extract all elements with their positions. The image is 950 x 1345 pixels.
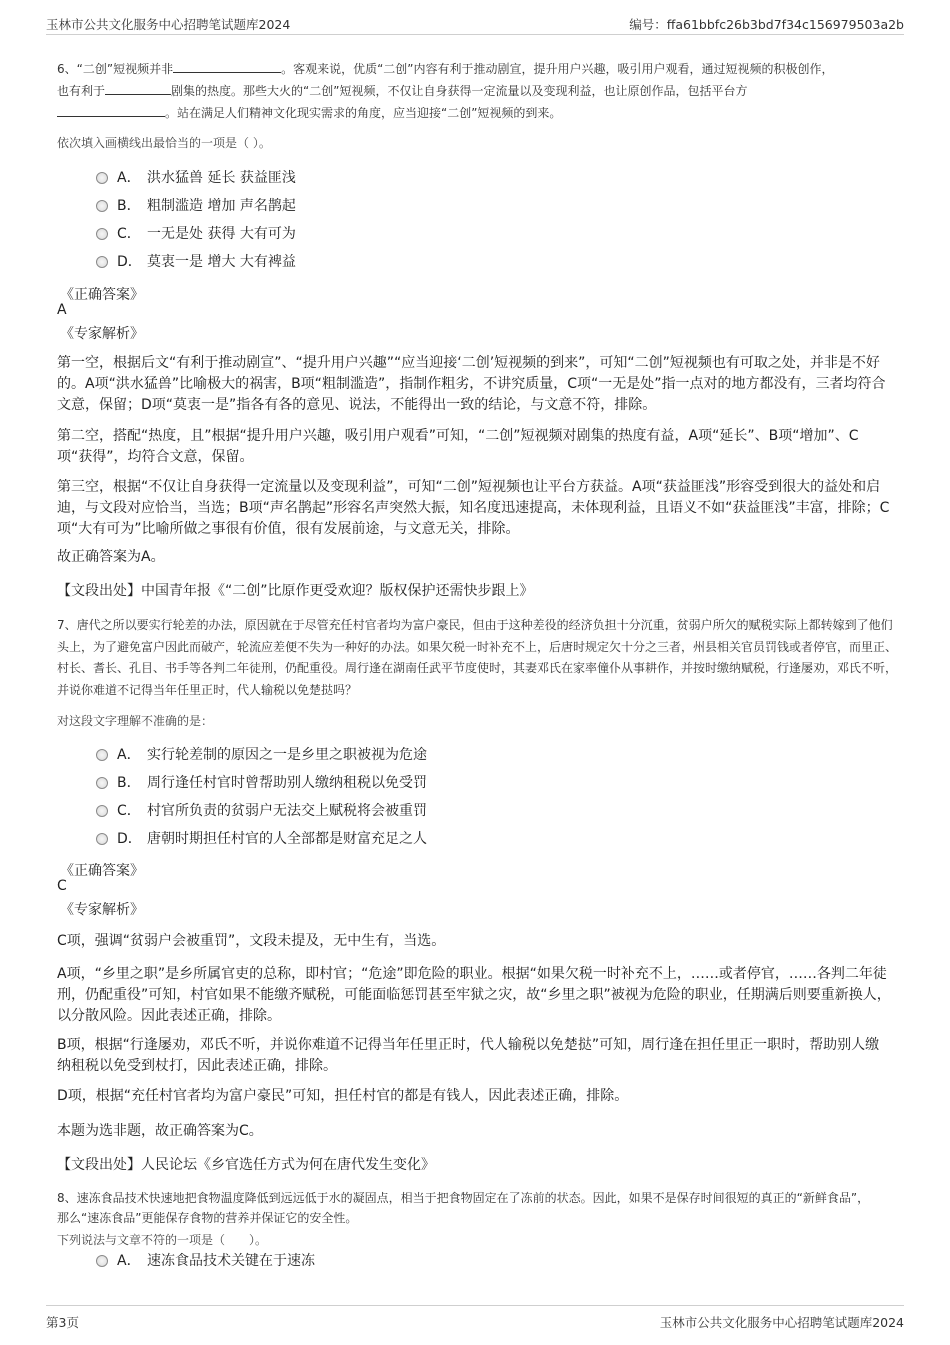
analysis-paragraph: 第一空，根据后文“有利于推动剧宣”、“提升用户兴趣”“应当迎接‘二创’短视频的到来”，可知“二创”短视频也有可取之处，并非是不好的。A项“洪水猛兽”比喻极大的祸害，B项“粗制滥造”，指制作粗劣，不讲究质量，C项“一无是处”指一点对的地方都没有，三者均符合文意，保留；D项“莫衷一是”指各有各的意见、说法，不能得出一致的结论，与文意不符，排除。 [57, 355, 886, 413]
question-7-option-b[interactable]: B． 周行逢任村官时曾帮助别人缴纳租税以免受罚 [96, 772, 427, 794]
question-8-stem: 8、速冻食品技术快速地把食物温度降低到远远低于水的凝固点，相当于把食物固定在了冻前的状态。因此，如果不是保存时间很短的真正的“新鲜食品”，那么“速冻食品”更能保存食物的营养并保证它的安全性。 [57, 1191, 870, 1225]
question-6-option-d[interactable]: D． 莫衷一是 增大 大有裨益 [96, 251, 296, 273]
answer-value: A [57, 302, 67, 318]
answer-label: 《正确答案》 [60, 287, 144, 303]
radio-icon[interactable] [96, 172, 108, 184]
question-8-prompt: 下列说法与文章不符的一项是（ ）。 [57, 1233, 268, 1247]
radio-icon[interactable] [96, 228, 108, 240]
radio-icon[interactable] [96, 749, 108, 761]
question-7-option-c[interactable]: C． 村官所负责的贫弱户无法交上赋税将会被重罚 [96, 800, 427, 822]
radio-icon[interactable] [96, 200, 108, 212]
radio-icon[interactable] [96, 833, 108, 845]
source-citation: 【文段出处】中国青年报《“二创”比原作更受欢迎？版权保护还需快步跟上》 [57, 583, 534, 599]
question-7-option-a[interactable]: A． 实行轮差制的原因之一是乡里之职被视为危途 [96, 744, 427, 766]
analysis-paragraph: A项，“乡里之职”是乡所属官吏的总称，即村官；“危途”即危险的职业。根据“如果欠税一时补充不上，……或者停官，……各判二年徒刑，仍配重役”可知，村官如果不能缴齐赋税，可能面临惩罚甚至牢狱之灾，故“乡里之职”被视为危险的职业，任期满后则要重新换人，以分散风险。因此表述正确，排除。 [57, 966, 891, 1024]
question-6-option-a[interactable]: A． 洪水猛兽 延长 获益匪浅 [96, 167, 296, 189]
analysis-label: 《专家解析》 [60, 326, 144, 342]
question-7-stem: 7、唐代之所以要实行轮差的办法，原因就在于尽管充任村官者均为富户豪民，但由于这种差役的经济负担十分沉重，贫弱户所欠的赋税实际上都转嫁到了他们头上，为了避免富户因此而破产，轮流应差便不失为一种好的办法。如果欠税一时补充不上，后唐时规定欠十分之三者，州县相关官员罚钱或者停官，而里正、村长、耆长、孔目、书手等各判二年徒刑，仍配重役。周行逢在湖南任武平节度使时，其妻邓氏在家率僮仆从事耕作，并按时缴纳赋税，行逢屡劝，邓氏不听，并说你难道不记得当年任里正时，代人输税以免楚挞吗？ [57, 618, 898, 697]
analysis-paragraph: 第三空，根据“不仅让自身获得一定流量以及变现利益”，可知“二创”短视频也让平台方获益。A项“获益匪浅”形容受到很大的益处和启迪，与文段对应恰当，当选；B项“声名鹊起”形容名声突然大振，知名度迅速提高，未体现利益，且语义不如“获益匪浅”丰富，排除；C项“大有可为”比喻所做之事很有价值，很有发展前途，与文意无关，排除。 [57, 479, 890, 537]
question-6-option-c[interactable]: C． 一无是处 获得 大有可为 [96, 223, 296, 245]
radio-icon[interactable] [96, 256, 108, 268]
blank-2 [105, 80, 171, 95]
question-6-option-b[interactable]: B． 粗制滥造 增加 声名鹊起 [96, 195, 296, 217]
analysis-conclusion: 故正确答案为A。 [57, 549, 165, 565]
radio-icon[interactable] [96, 805, 108, 817]
radio-icon[interactable] [96, 777, 108, 789]
question-7-option-d[interactable]: D． 唐朝时期担任村官的人全部都是财富充足之人 [96, 828, 427, 850]
radio-icon[interactable] [96, 1255, 108, 1267]
question-6-stem: 6、“二创”短视频并非 。客观来说，优质“二创”内容有利于推动剧宣，提升用户兴趣，吸引用户观看，通过短视频的积极创作， 也有利于 剧集的热度。那些大火的“二创”短视频，不仅让自身获得一定流量以及变现利益，也让原创作品，包括平台方 。站在满足人们精神文化现实需求的角度，应当迎接“二创”短视频的到来。 [57, 58, 897, 124]
analysis-label: 《专家解析》 [60, 902, 144, 918]
blank-1 [173, 58, 281, 73]
answer-value: C [57, 878, 67, 894]
blank-3 [57, 102, 165, 117]
question-6-prompt: 依次填入画横线出最恰当的一项是（ ）。 [57, 136, 271, 150]
analysis-paragraph: D项，根据“充任村官者均为富户豪民”可知，担任村官的都是有钱人，因此表述正确，排除。 [57, 1088, 629, 1104]
analysis-paragraph: C项，强调“贫弱户会被重罚”，文段未提及，无中生有，当选。 [57, 933, 446, 949]
analysis-conclusion: 本题为选非题，故正确答案为C。 [57, 1123, 263, 1139]
analysis-paragraph: B项，根据“行逢屡劝，邓氏不听，并说你难道不记得当年任里正时，代人输税以免楚挞”可知，周行逢在担任里正一职时，帮助别人缴纳租税以免受到杖打，因此表述正确，排除。 [57, 1037, 880, 1074]
analysis-paragraph: 第二空，搭配“热度，且”根据“提升用户兴趣，吸引用户观看”可知，“二创”短视频对剧集的热度有益，A项“延长”、B项“增加”、C项“获得”，均符合文意，保留。 [57, 428, 859, 465]
answer-label: 《正确答案》 [60, 863, 144, 879]
source-citation: 【文段出处】人民论坛《乡官选任方式为何在唐代发生变化》 [57, 1157, 435, 1173]
footer-title: 玉林市公共文化服务中心招聘笔试题库2024 [659, 1315, 904, 1330]
page-number: 第3页 [46, 1315, 79, 1330]
page-header [46, 12, 904, 35]
header-title: 玉林市公共文化服务中心招聘笔试题库2024 [46, 17, 291, 32]
page-footer [46, 1305, 904, 1332]
header-doc-id: 编号：ffa61bbfc26b3bd7f34c156979503a2b [629, 17, 904, 32]
question-7-prompt: 对这段文字理解不准确的是： [57, 714, 214, 728]
question-8-option-a[interactable]: A． 速冻食品技术关键在于速冻 [96, 1250, 315, 1272]
